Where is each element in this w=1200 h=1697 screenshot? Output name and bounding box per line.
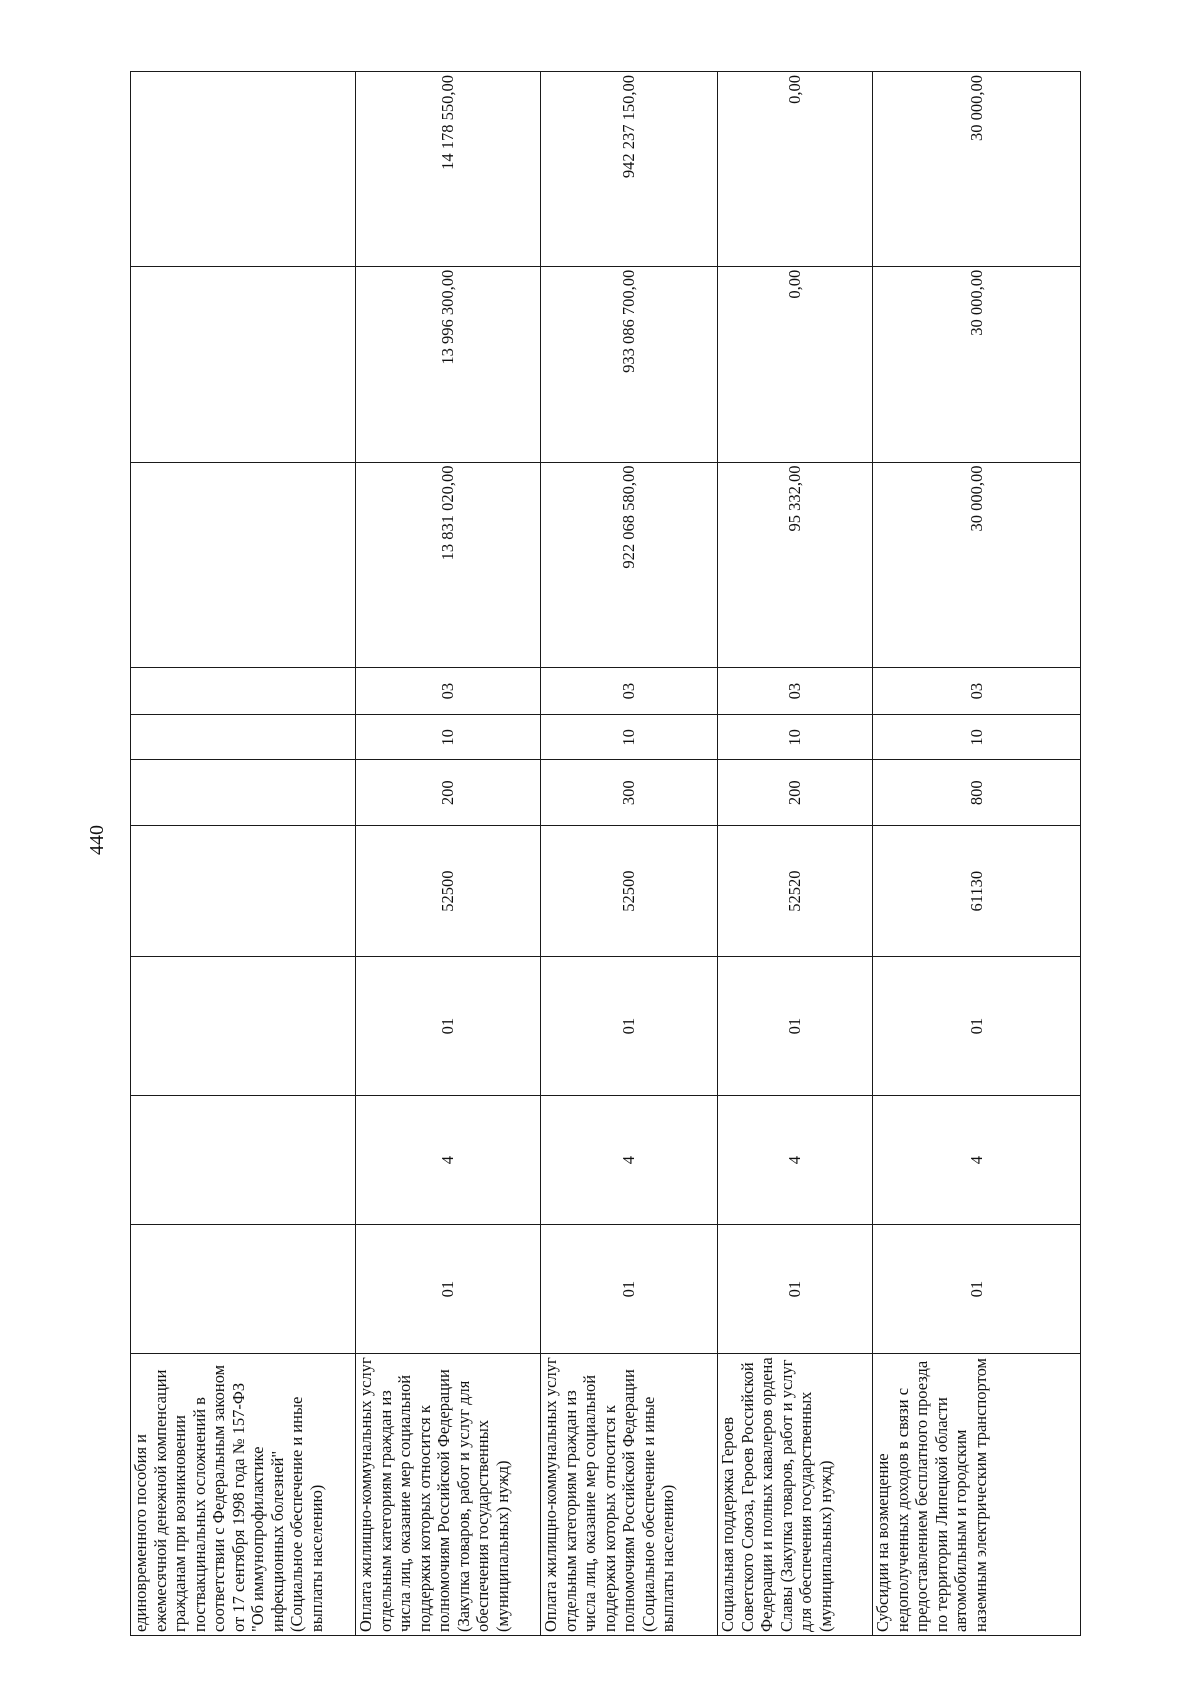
program-code-cell: 01 [873,1225,1081,1354]
section-code-cell: 10 [718,715,873,760]
budget-table-wrapper [130,71,1080,1636]
amount-year2-cell [131,266,356,462]
program-code-cell: 01 [356,1225,541,1354]
direction-code-cell: 52500 [541,826,718,957]
budget-table [130,71,1081,1636]
subprogram-code-cell [131,1096,356,1225]
subprogram-code-cell: 4 [356,1096,541,1225]
section-code-cell [131,715,356,760]
amount-year2-cell: 13 996 300,00 [356,266,541,462]
expense-type-cell: 200 [356,760,541,826]
row-name-cell: Оплата жилищно-коммунальных услуг отдельным категориям граждан из числа лиц, оказание мер социальной поддержки которых относится к полномочиям Российской Федерации (Закупка товаров, работ и услуг для обеспечения государственных (муниципальных) нужд) [356,1354,541,1636]
amount-year3-cell: 942 237 150,00 [541,72,718,267]
table-row [131,72,356,1636]
row-name-cell: Социальная поддержка Героев Советского Союза, Героев Российской Федерации и полных кавалеров ордена Славы (Закупка товаров, работ и услуг для обеспечения государственных (муниципальных) нужд) [718,1354,873,1636]
direction-code-cell: 52520 [718,826,873,957]
table-row [873,72,1081,1636]
amount-year1-cell: 922 068 580,00 [541,462,718,667]
expense-type-cell: 800 [873,760,1081,826]
program-code-cell: 01 [718,1225,873,1354]
amount-year2-cell: 0,00 [718,266,873,462]
amount-year1-cell: 30 000,00 [873,462,1081,667]
subsection-code-cell [131,667,356,714]
program-code-cell: 01 [541,1225,718,1354]
program-code-cell [131,1225,356,1354]
subprogram-code-cell: 4 [541,1096,718,1225]
amount-year2-cell: 933 086 700,00 [541,266,718,462]
section-code-cell: 10 [541,715,718,760]
amount-year3-cell [131,72,356,267]
table-row [718,72,873,1636]
expense-type-cell [131,760,356,826]
direction-code-cell [131,826,356,957]
amount-year3-cell: 0,00 [718,72,873,267]
event-code-cell: 01 [873,957,1081,1096]
event-code-cell: 01 [356,957,541,1096]
subsection-code-cell: 03 [718,667,873,714]
amount-year2-cell: 30 000,00 [873,266,1081,462]
row-name-cell: Оплата жилищно-коммунальных услуг отдельным категориям граждан из числа лиц, оказание мер социальной поддержки которых относится к полномочиям Российской Федерации (Социальное обеспечение и иные выплаты населению) [541,1354,718,1636]
event-code-cell: 01 [718,957,873,1096]
amount-year1-cell: 13 831 020,00 [356,462,541,667]
amount-year1-cell [131,462,356,667]
subsection-code-cell: 03 [356,667,541,714]
direction-code-cell: 52500 [356,826,541,957]
subsection-code-cell: 03 [873,667,1081,714]
subsection-code-cell: 03 [541,667,718,714]
page-number: 440 [86,825,108,855]
event-code-cell: 01 [541,957,718,1096]
subprogram-code-cell: 4 [873,1096,1081,1225]
direction-code-cell: 61130 [873,826,1081,957]
event-code-cell [131,957,356,1096]
expense-type-cell: 200 [718,760,873,826]
section-code-cell: 10 [356,715,541,760]
section-code-cell: 10 [873,715,1081,760]
amount-year1-cell: 95 332,00 [718,462,873,667]
row-name-cell: единовременного пособия и ежемесячной денежной компенсации гражданам при возникновении поствакцинальных осложнений в соответствии с Федеральным законом от 17 сентября 1998 года № 157-ФЗ "Об иммунопрофилактике инфекционных болезней" (Социальное обеспечение и иные выплаты населению) [131,1354,356,1636]
expense-type-cell: 300 [541,760,718,826]
subprogram-code-cell: 4 [718,1096,873,1225]
table-row [541,72,718,1636]
amount-year3-cell: 30 000,00 [873,72,1081,267]
row-name-cell: Субсидии на возмещение недополученных доходов в связи с предоставлением бесплатного проезда по территории Липецкой области автомобильным и городским наземным электрическим транспортом [873,1354,1081,1636]
table-row [356,72,541,1636]
amount-year3-cell: 14 178 550,00 [356,72,541,267]
